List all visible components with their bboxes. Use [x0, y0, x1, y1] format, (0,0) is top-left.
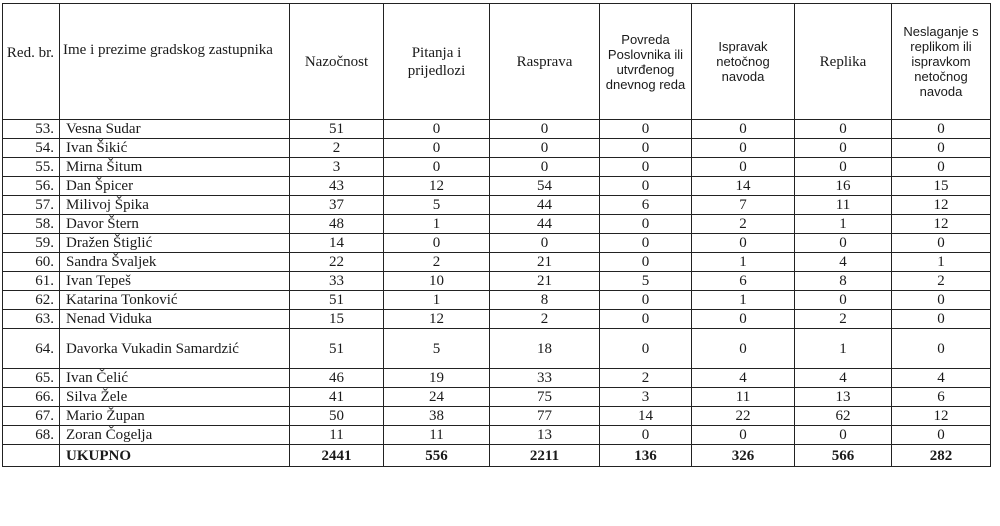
- table-row: [3, 158, 991, 177]
- cell-nazocnost: 11: [290, 426, 384, 445]
- total-label: UKUPNO: [60, 445, 290, 467]
- cell-rasprava: 54: [490, 177, 600, 196]
- cell-ispravak: 2: [692, 215, 795, 234]
- table-row: [3, 388, 991, 407]
- row-number: 59.: [3, 234, 60, 253]
- row-number: 68.: [3, 426, 60, 445]
- total-row: [3, 445, 991, 467]
- councillor-name: Mario Župan: [60, 407, 290, 426]
- cell-rasprava: 0: [490, 120, 600, 139]
- table-row: [3, 369, 991, 388]
- cell-povreda: 2: [600, 369, 692, 388]
- row-number: 58.: [3, 215, 60, 234]
- cell-ispravak: 0: [692, 310, 795, 329]
- cell-replika: 1: [795, 329, 892, 369]
- cell-ispravak: 0: [692, 120, 795, 139]
- cell-pitanja: 24: [384, 388, 490, 407]
- cell-rasprava: 21: [490, 253, 600, 272]
- cell-ispravak: 11: [692, 388, 795, 407]
- cell-pitanja: 0: [384, 158, 490, 177]
- cell-ispravak: 4: [692, 369, 795, 388]
- cell-neslaganje: 0: [892, 120, 991, 139]
- header-pitanja: Pitanja i prijedlozi: [384, 4, 490, 120]
- cell-nazocnost: 51: [290, 120, 384, 139]
- table-row: [3, 426, 991, 445]
- cell-rasprava: 0: [490, 234, 600, 253]
- cell-povreda: 0: [600, 139, 692, 158]
- cell-pitanja: 11: [384, 426, 490, 445]
- cell-pitanja: 5: [384, 196, 490, 215]
- cell-replika: 0: [795, 426, 892, 445]
- cell-rasprava: 44: [490, 196, 600, 215]
- cell-povreda: 0: [600, 426, 692, 445]
- cell-povreda: 3: [600, 388, 692, 407]
- table-row: [3, 215, 991, 234]
- councillor-name: Milivoj Špika: [60, 196, 290, 215]
- total-row-number: [3, 445, 60, 467]
- cell-rasprava: 21: [490, 272, 600, 291]
- councillor-name: Zoran Čogelja: [60, 426, 290, 445]
- table-row: [3, 310, 991, 329]
- table-row: [3, 329, 991, 369]
- cell-pitanja: 12: [384, 177, 490, 196]
- header-neslaganje: Neslaganje s replikom ili ispravkom netočnog navoda: [892, 4, 991, 120]
- cell-nazocnost: 33: [290, 272, 384, 291]
- cell-ispravak: 0: [692, 139, 795, 158]
- cell-nazocnost: 15: [290, 310, 384, 329]
- cell-povreda: 0: [600, 177, 692, 196]
- cell-nazocnost: 3: [290, 158, 384, 177]
- cell-nazocnost: 51: [290, 329, 384, 369]
- cell-neslaganje: 0: [892, 139, 991, 158]
- cell-povreda: 14: [600, 407, 692, 426]
- cell-rasprava: 2: [490, 310, 600, 329]
- table-row: [3, 196, 991, 215]
- councillor-name: Davor Štern: [60, 215, 290, 234]
- table-row: [3, 120, 991, 139]
- cell-rasprava: 0: [490, 158, 600, 177]
- row-number: 54.: [3, 139, 60, 158]
- table-row: [3, 177, 991, 196]
- cell-nazocnost: 37: [290, 196, 384, 215]
- row-number: 62.: [3, 291, 60, 310]
- cell-neslaganje: 12: [892, 196, 991, 215]
- cell-povreda: 0: [600, 234, 692, 253]
- table-body: [3, 120, 991, 467]
- cell-nazocnost: 48: [290, 215, 384, 234]
- cell-ispravak: 6: [692, 272, 795, 291]
- row-number: 65.: [3, 369, 60, 388]
- councillor-name: Katarina Tonković: [60, 291, 290, 310]
- table-row: [3, 234, 991, 253]
- councillor-name: Mirna Šitum: [60, 158, 290, 177]
- cell-nazocnost: 50: [290, 407, 384, 426]
- councillor-name: Ivan Šikić: [60, 139, 290, 158]
- cell-neslaganje: 6: [892, 388, 991, 407]
- table-wrapper: [2, 3, 991, 467]
- cell-rasprava: 33: [490, 369, 600, 388]
- cell-neslaganje: 0: [892, 329, 991, 369]
- councillor-name: Sandra Švaljek: [60, 253, 290, 272]
- cell-replika: 0: [795, 139, 892, 158]
- councillor-name: Vesna Sudar: [60, 120, 290, 139]
- total-cell: 556: [384, 445, 490, 467]
- cell-ispravak: 22: [692, 407, 795, 426]
- cell-rasprava: 18: [490, 329, 600, 369]
- total-cell: 2441: [290, 445, 384, 467]
- header-replika: Replika: [795, 4, 892, 120]
- cell-povreda: 6: [600, 196, 692, 215]
- cell-povreda: 0: [600, 253, 692, 272]
- total-cell: 2211: [490, 445, 600, 467]
- header-row: [3, 4, 991, 120]
- row-number: 67.: [3, 407, 60, 426]
- row-number: 61.: [3, 272, 60, 291]
- cell-neslaganje: 0: [892, 291, 991, 310]
- councillor-name: Dan Špicer: [60, 177, 290, 196]
- cell-pitanja: 2: [384, 253, 490, 272]
- row-number: 55.: [3, 158, 60, 177]
- row-number: 66.: [3, 388, 60, 407]
- cell-replika: 0: [795, 291, 892, 310]
- cell-replika: 0: [795, 158, 892, 177]
- header-povreda: Povreda Poslovnika ili utvrđenog dnevnog reda: [600, 4, 692, 120]
- councillor-name: Silva Žele: [60, 388, 290, 407]
- cell-ispravak: 14: [692, 177, 795, 196]
- cell-povreda: 0: [600, 310, 692, 329]
- attendance-table: [2, 3, 991, 467]
- cell-pitanja: 0: [384, 139, 490, 158]
- row-number: 64.: [3, 329, 60, 369]
- cell-replika: 1: [795, 215, 892, 234]
- cell-pitanja: 10: [384, 272, 490, 291]
- cell-nazocnost: 14: [290, 234, 384, 253]
- cell-pitanja: 1: [384, 215, 490, 234]
- cell-nazocnost: 41: [290, 388, 384, 407]
- cell-rasprava: 75: [490, 388, 600, 407]
- cell-povreda: 0: [600, 215, 692, 234]
- cell-ispravak: 0: [692, 426, 795, 445]
- cell-nazocnost: 2: [290, 139, 384, 158]
- cell-ispravak: 1: [692, 253, 795, 272]
- cell-neslaganje: 0: [892, 310, 991, 329]
- cell-neslaganje: 1: [892, 253, 991, 272]
- cell-neslaganje: 12: [892, 215, 991, 234]
- cell-replika: 11: [795, 196, 892, 215]
- cell-replika: 62: [795, 407, 892, 426]
- cell-pitanja: 0: [384, 120, 490, 139]
- cell-pitanja: 0: [384, 234, 490, 253]
- councillor-name: Ivan Čelić: [60, 369, 290, 388]
- total-cell: 566: [795, 445, 892, 467]
- cell-povreda: 0: [600, 291, 692, 310]
- header-rasprava: Rasprava: [490, 4, 600, 120]
- cell-pitanja: 38: [384, 407, 490, 426]
- cell-povreda: 0: [600, 158, 692, 177]
- cell-neslaganje: 12: [892, 407, 991, 426]
- cell-pitanja: 5: [384, 329, 490, 369]
- cell-rasprava: 44: [490, 215, 600, 234]
- cell-ispravak: 0: [692, 158, 795, 177]
- row-number: 63.: [3, 310, 60, 329]
- cell-neslaganje: 15: [892, 177, 991, 196]
- councillor-name: Nenad Viduka: [60, 310, 290, 329]
- total-cell: 326: [692, 445, 795, 467]
- cell-nazocnost: 43: [290, 177, 384, 196]
- cell-pitanja: 1: [384, 291, 490, 310]
- total-cell: 282: [892, 445, 991, 467]
- cell-nazocnost: 46: [290, 369, 384, 388]
- cell-replika: 0: [795, 120, 892, 139]
- cell-neslaganje: 0: [892, 234, 991, 253]
- councillor-name: Ivan Tepeš: [60, 272, 290, 291]
- cell-povreda: 0: [600, 120, 692, 139]
- row-number: 57.: [3, 196, 60, 215]
- cell-povreda: 5: [600, 272, 692, 291]
- cell-replika: 4: [795, 369, 892, 388]
- cell-ispravak: 7: [692, 196, 795, 215]
- table-row: [3, 272, 991, 291]
- cell-povreda: 0: [600, 329, 692, 369]
- cell-rasprava: 8: [490, 291, 600, 310]
- total-cell: 136: [600, 445, 692, 467]
- cell-pitanja: 19: [384, 369, 490, 388]
- cell-replika: 0: [795, 234, 892, 253]
- cell-replika: 2: [795, 310, 892, 329]
- cell-nazocnost: 51: [290, 291, 384, 310]
- cell-rasprava: 0: [490, 139, 600, 158]
- header-red-br: Red. br.: [3, 4, 60, 120]
- table-row: [3, 253, 991, 272]
- header-name: Ime i prezime gradskog zastupnika: [60, 4, 290, 120]
- table-row: [3, 407, 991, 426]
- councillor-name: Davorka Vukadin Samardzić: [60, 329, 290, 369]
- cell-ispravak: 1: [692, 291, 795, 310]
- cell-neslaganje: 0: [892, 426, 991, 445]
- row-number: 56.: [3, 177, 60, 196]
- cell-replika: 16: [795, 177, 892, 196]
- cell-nazocnost: 22: [290, 253, 384, 272]
- councillor-name: Dražen Štiglić: [60, 234, 290, 253]
- cell-ispravak: 0: [692, 234, 795, 253]
- cell-neslaganje: 0: [892, 158, 991, 177]
- cell-pitanja: 12: [384, 310, 490, 329]
- cell-neslaganje: 2: [892, 272, 991, 291]
- cell-replika: 4: [795, 253, 892, 272]
- cell-neslaganje: 4: [892, 369, 991, 388]
- cell-rasprava: 77: [490, 407, 600, 426]
- cell-replika: 8: [795, 272, 892, 291]
- row-number: 53.: [3, 120, 60, 139]
- header-nazocnost: Nazočnost: [290, 4, 384, 120]
- table-row: [3, 139, 991, 158]
- cell-ispravak: 0: [692, 329, 795, 369]
- cell-rasprava: 13: [490, 426, 600, 445]
- cell-replika: 13: [795, 388, 892, 407]
- header-ispravak: Ispravak netočnog navoda: [692, 4, 795, 120]
- row-number: 60.: [3, 253, 60, 272]
- table-row: [3, 291, 991, 310]
